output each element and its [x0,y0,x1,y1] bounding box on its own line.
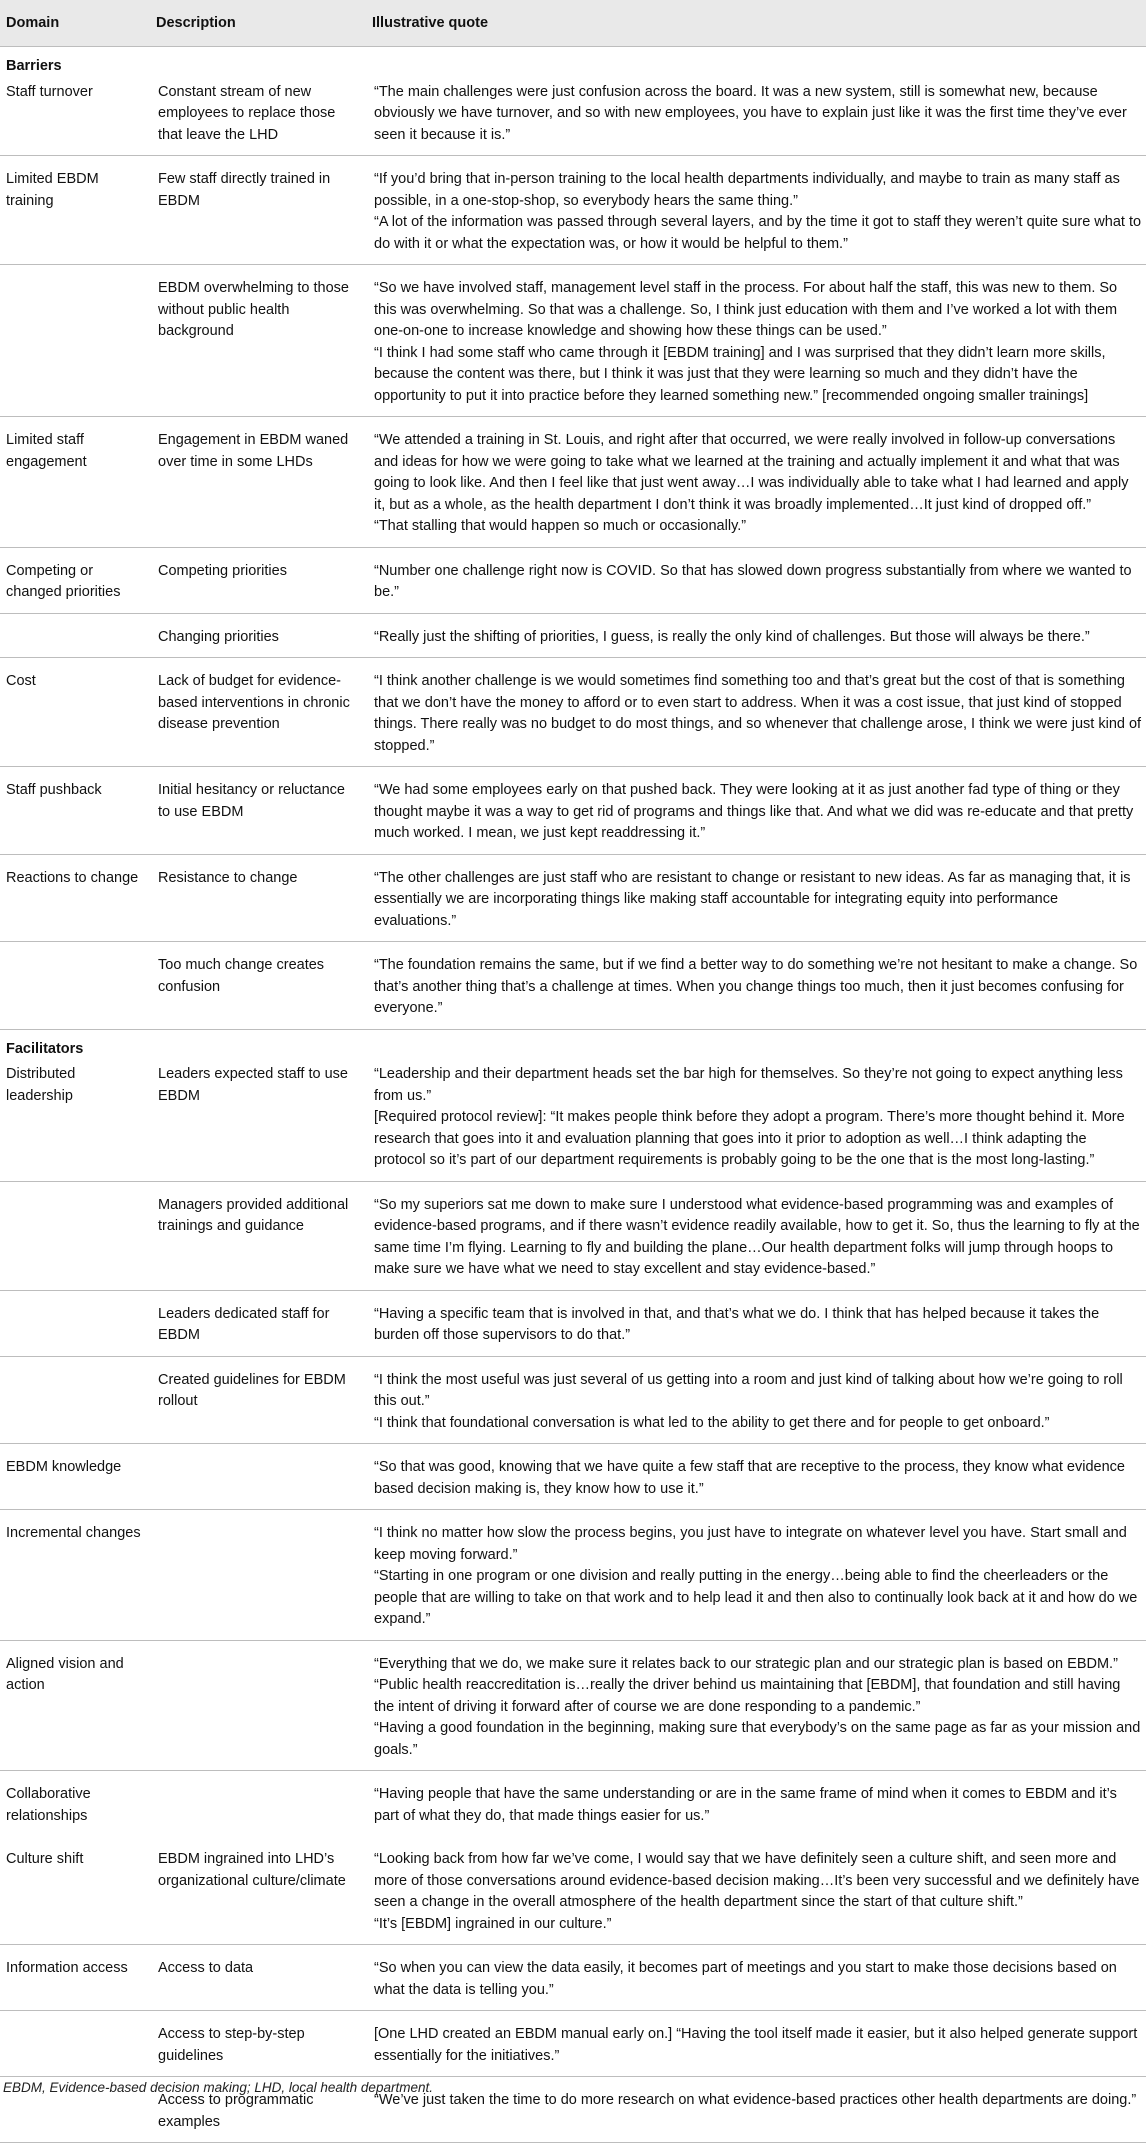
quote-text: “We attended a training in St. Louis, and right after that occurred, we were really involved in follow-up conversations and ideas for how we were going to take what we learned at the training and actually implement it and what that was going to look like. And then I feel like that just went away…I was individually able to take what I had learned and apply it, but as a whole, as the health department I don’t think it was broadly implemented…It just kind of dropped off.” [374,432,1129,513]
quote-text: “Public health reaccreditation is…really the driver behind us maintaining that [EBDM], that foundation and still having the intent of driving it forward after of course we are done responding to a pandemic.” [374,1677,1121,1715]
quote-cell [366,2077,1146,2143]
quote-cell [366,1945,1146,2011]
quote-text: [One LHD created an EBDM manual early on.] “Having the tool itself made it easier, but it also helped generate support essentially for the initiatives.” [374,2026,1138,2064]
table-row [0,1290,1146,1356]
table-row [0,1356,1146,1444]
section-header-facilitators [0,1029,1146,1060]
domain-cell: Incremental changes [0,1510,150,1641]
quote-text: “Really just the shifting of priorities, I guess, is really the only kind of challenges. But those will always be there.” [374,628,1090,645]
domain-cell: Competing or changed priorities [0,547,150,613]
domain-cell: Cost [0,658,150,767]
quote-cell [366,1290,1146,1356]
description-cell: Competing priorities [150,547,366,613]
quote-text: “We had some employees early on that pushed back. They were looking at it as just another fad type of thing or they thought maybe it was a way to get rid of programs and things like that. And what we did was re-educate and that pretty much worked. I mean, we just kept readdressing it.” [374,782,1134,841]
domain-cell: Information access [0,1945,150,2011]
description-cell: Changing priorities [150,613,366,658]
description-cell [150,1640,366,1771]
domain-cell [0,1356,150,1444]
quote-text: “So my superiors sat me down to make sure I understood what evidence-based programming was and examples of evidence-based programs, and if there wasn’t evidence readily available, how to get it. So, thus the learning to fly at the same time I’m flying. Learning to fly and building the plane…Our health department folks will jump through hoops to make sure we have what we need to stay excellent and stay evidence-based.” [374,1196,1140,1277]
domain-cell: Staff turnover [0,78,150,156]
quote-cell [366,1771,1146,1837]
description-cell: EBDM ingrained into LHD’s organizational culture/climate [150,1836,366,1945]
domain-cell [0,1181,150,1290]
quote-text: “A lot of the information was passed through several layers, and by the time it got to staff they weren’t quite sure what to do with it or what the expectation was, or how it would be helpful to them.” [374,214,1142,252]
table-row [0,1060,1146,1181]
description-cell: Engagement in EBDM waned over time in some LHDs [150,417,366,548]
description-cell: Lack of budget for evidence-based interventions in chronic disease prevention [150,658,366,767]
header-illustrative-quote: Illustrative quote [366,0,1146,47]
header-description: Description [150,0,366,47]
quote-cell [366,767,1146,855]
quote-text: “Number one challenge right now is COVID. So that has slowed down progress substantially from where we wanted to be.” [374,562,1132,600]
quote-text: “If you’d bring that in-person training to the local health departments individually, and maybe to train as many staff as possible, in a one-stop-shop, so everybody hears the same thing.” [374,171,1120,209]
quote-cell [366,417,1146,548]
table-row [0,547,1146,613]
domain-cell [0,265,150,417]
section-header-barriers [0,47,1146,78]
description-cell [150,1510,366,1641]
quote-text: [Required protocol review]: “It makes people think before they adopt a program. There’s more thought behind it. More research that goes into it and evaluation planning that goes into it prior to adoption as well…I think adapting the protocol so it’s part of our department requirements is probably going to be the one that is the most long-lasting.” [374,1109,1125,1168]
quote-cell [366,942,1146,1030]
section-title: Facilitators [6,1040,84,1057]
table-row [0,265,1146,417]
description-cell: Few staff directly trained in EBDM [150,156,366,265]
quote-text: “Having a good foundation in the beginning, making sure that everybody’s on the same page as far as your mission and goals.” [374,1720,1141,1758]
description-cell: Leaders dedicated staff for EBDM [150,1290,366,1356]
domain-cell: Reactions to change [0,854,150,942]
table-row [0,1945,1146,2011]
description-cell: EBDM overwhelming to those without public health background [150,265,366,417]
quote-text: “Starting in one program or one division and really putting in the energy…being able to find the cheerleaders or the people that are willing to take on that work and to help lead it and then also to continually look back at it and how do we expand.” [374,1568,1138,1627]
table-body [0,47,1146,2143]
description-cell: Constant stream of new employees to replace those that leave the LHD [150,78,366,156]
description-cell: Access to data [150,1945,366,2011]
quote-cell [366,1181,1146,1290]
table-row [0,1640,1146,1771]
domain-cell [0,2011,150,2077]
table-row [0,658,1146,767]
domain-cell: Culture shift [0,1836,150,1945]
quote-cell [366,1356,1146,1444]
quote-cell [366,613,1146,658]
table-row [0,1771,1146,1837]
quote-text: “I think no matter how slow the process begins, you just have to integrate on whatever level you have. Start small and keep moving forward.” [374,1525,1127,1563]
quote-text: “Having people that have the same understanding or are in the same frame of mind when it comes to EBDM and it’s part of what they do, that made things easier for us.” [374,1786,1117,1824]
header-domain: Domain [0,0,150,47]
description-cell: Access to programmatic examples [150,2077,366,2143]
description-cell [150,1771,366,1837]
table-row [0,767,1146,855]
table-row [0,1181,1146,1290]
quote-text: “So that was good, knowing that we have quite a few staff that are receptive to the process, they know what evidence based decision making is, they know how to use it.” [374,1459,1125,1497]
domain-cell [0,613,150,658]
domain-cell [0,942,150,1030]
table-row [0,156,1146,265]
table-row [0,1510,1146,1641]
table-row [0,1836,1146,1945]
description-cell: Created guidelines for EBDM rollout [150,1356,366,1444]
table-row [0,1444,1146,1510]
quote-cell [366,1060,1146,1181]
quote-cell [366,156,1146,265]
quote-cell [366,78,1146,156]
domain-cell: EBDM knowledge [0,1444,150,1510]
quote-text: “The foundation remains the same, but if we find a better way to do something we’re not hesitant to make a change. So that’s another thing that’s a challenge at times. When you change things too much, then it just becomes confusing for everyone.” [374,957,1138,1016]
quote-text: “Leadership and their department heads set the bar high for themselves. So they’re not going to expect anything less from us.” [374,1066,1123,1104]
description-cell [150,1444,366,1510]
description-cell: Too much change creates confusion [150,942,366,1030]
description-cell: Access to step-by-step guidelines [150,2011,366,2077]
quote-cell [366,265,1146,417]
quote-cell [366,658,1146,767]
quote-text: “I think another challenge is we would sometimes find something too and that’s great but the cost of that is something that we don’t have the money to afford or to even start to address. When it was a cost issue, that just kind of stopped things. There really was no budget to do most things, and so whenever that challenge arose, I think we were just kind of stopped.” [374,673,1142,754]
quote-text: “The other challenges are just staff who are resistant to change or resistant to new ideas. As far as managing that, it is essentially we are incorporating things like making staff accountable for integrating equity into performance evaluations.” [374,869,1131,929]
description-cell: Initial hesitancy or reluctance to use EBDM [150,767,366,855]
table-row [0,854,1146,942]
quote-cell [366,1640,1146,1771]
domain-cell: Collaborative relationships [6,1786,91,1824]
quote-text: “So we have involved staff, management level staff in the process. For about half the staff, this was new to them. So this was overwhelming. So that was a challenge. So, I think just education with them and I’ve worked a lot with them one-on-one to increase knowledge and showing how these things can be used.” [374,280,1118,339]
quote-text: “I think that foundational conversation is what led to the ability to get there and for people to get onboard.” [374,1414,1050,1431]
quote-text: “I think the most useful was just several of us getting into a room and just kind of talking about how we’re going to roll this out.” [374,1371,1123,1409]
table-row [0,613,1146,658]
description-cell: Leaders expected staff to use EBDM [150,1060,366,1181]
domain-cell: Aligned vision and action [0,1640,150,1771]
quote-text: “The main challenges were just confusion across the board. It was a new system, still is somewhat new, because obviously we have turnover, and so with new employees, you have to explain just like it was the first time they’ve ever seen it because it is.” [374,83,1127,143]
quote-text: “I think I had some staff who came through it [EBDM training] and I was surprised that they didn’t learn more skills, because the content was there, but I think it was just that they were learning so much and they didn’t have the opportunity to put it into practice before they learned something new.” [recommended ongoing smaller trainings] [374,344,1106,404]
quote-text: “Looking back from how far we’ve come, I would say that we have definitely seen a culture shift, and seen more and more of those conversations around evidence-based decision making…It’s been very successful and we definitely have seen a change in the overall atmosphere of the health department since the start of that culture shift.” [374,1851,1140,1910]
quote-cell [366,1836,1146,1945]
domain-cell: Distributed leadership [0,1060,150,1181]
quote-text: “We’ve just taken the time to do more research on what evidence-based practices other health departments are doing.” [374,2092,1137,2108]
quote-text: “That stalling that would happen so much or occasionally.” [374,518,747,534]
table-row [0,417,1146,548]
table-header [0,0,1146,47]
table-row [0,78,1146,156]
quote-text: “Everything that we do, we make sure it relates back to our strategic plan and our strategic plan is based on EBDM.” [374,1655,1118,1672]
quote-cell [366,854,1146,942]
description-cell: Managers provided additional trainings and guidance [150,1181,366,1290]
domain-cell: Staff pushback [0,767,150,855]
quote-text: “It’s [EBDM] ingrained in our culture.” [374,1915,612,1932]
quote-cell [366,1510,1146,1641]
table-footnote: EBDM, Evidence-based decision making; LHD, local health department. [3,2080,433,2095]
quote-text: “Having a specific team that is involved in that, and that’s what we do. I think that has helped because it takes the burden off those supervisors to do that.” [374,1305,1100,1343]
description-cell: Resistance to change [150,854,366,942]
quote-cell [366,2011,1146,2077]
quote-cell [366,1444,1146,1510]
section-title: Barriers [6,58,62,74]
quote-cell [366,547,1146,613]
quote-text: “So when you can view the data easily, it becomes part of meetings and you start to make those decisions based on what the data is telling you.” [374,1960,1117,1998]
domain-cell [0,1290,150,1356]
table-row [0,2011,1146,2077]
table-row [0,942,1146,1030]
domain-cell: Limited staff engagement [0,417,150,548]
domain-cell: Limited EBDM training [0,156,150,265]
